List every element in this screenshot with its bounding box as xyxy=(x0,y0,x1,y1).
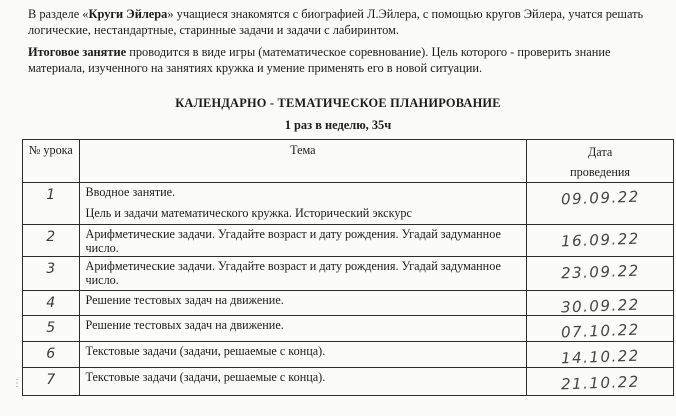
header-date-line2: проведения xyxy=(570,165,631,179)
topic-text: Текстовые задачи (задачи, решаемые с конца). xyxy=(85,370,326,384)
date-cell xyxy=(527,368,674,396)
lesson-number-cell xyxy=(23,291,80,316)
intro-paragraph-euler xyxy=(28,6,668,38)
lesson-number: 7 xyxy=(46,372,56,388)
lesson-number: 5 xyxy=(46,320,56,336)
table-row xyxy=(23,225,674,257)
table-row xyxy=(23,342,674,368)
table-header-row xyxy=(23,140,674,183)
date-cell xyxy=(527,183,674,225)
final-lesson-label: Итоговое занятие xyxy=(28,45,127,59)
date-cell xyxy=(527,257,674,291)
date-cell xyxy=(527,225,674,257)
section-name: Круги Эйлера xyxy=(88,7,168,21)
lesson-date: 30.09.22 xyxy=(560,295,640,317)
topic-text: Текстовые задачи (задачи, решаемые с конца). xyxy=(85,344,326,358)
topic-text-secondary: Цель и задачи математического кружка. Исторический экскурс xyxy=(85,206,412,220)
date-cell xyxy=(527,291,674,316)
date-cell xyxy=(527,316,674,342)
topic-cell xyxy=(79,316,527,342)
lesson-number-cell xyxy=(23,316,80,342)
final-lesson-text: проводится в виде игры (математическое соревнование). Цель которого - проверить знание материала, изученного на занятиях кружка и умение применять его в новой ситуации. xyxy=(28,45,611,75)
topic-cell xyxy=(79,291,527,316)
lesson-number: 2 xyxy=(46,229,56,245)
lesson-number: 6 xyxy=(46,346,56,362)
topic-cell xyxy=(79,368,527,396)
lesson-number-cell xyxy=(23,257,80,291)
table-row xyxy=(23,183,674,225)
header-date-line1: Дата xyxy=(587,145,613,159)
lesson-number: 3 xyxy=(46,261,56,277)
table-row xyxy=(23,368,674,396)
lesson-date: 21.10.22 xyxy=(560,372,640,394)
intro-paragraph-final-lesson xyxy=(28,44,668,76)
lesson-plan-table xyxy=(22,139,674,396)
topic-text: Решение тестовых задач на движение. xyxy=(85,293,284,307)
header-date xyxy=(527,140,674,183)
lesson-date: 09.09.22 xyxy=(560,187,640,209)
lesson-number: 4 xyxy=(46,295,56,311)
plan-title: КАЛЕНДАРНО - ТЕМАТИЧЕСКОЕ ПЛАНИРОВАНИЕ xyxy=(175,96,501,110)
topic-cell xyxy=(79,225,527,257)
table-row xyxy=(23,291,674,316)
intro-text: В разделе « xyxy=(28,7,89,21)
plan-subtitle: 1 раз в неделю, 35ч xyxy=(284,118,392,132)
lesson-number: 1 xyxy=(46,187,56,203)
header-topic: Тема xyxy=(79,140,527,183)
topic-text: Вводное занятие. xyxy=(85,185,176,199)
lesson-date: 23.09.22 xyxy=(560,261,640,283)
topic-text: Арифметические задачи. Угадайте возраст и дату рождения. Угадай задуманное число. xyxy=(85,227,501,255)
lesson-number-cell xyxy=(23,342,80,368)
topic-text: Арифметические задачи. Угадайте возраст и дату рождения. Угадай задуманное число. xyxy=(85,259,501,287)
intro-text-tail: » учащиеся знакомятся с биографией Л.Эйлера, с помощью кругов Эйлера, учатся решать логические, нестандартные, старинные задачи и задачи с лабиринтом. xyxy=(28,7,644,37)
scan-edge-mark: ⋮ xyxy=(12,378,22,389)
lesson-number-cell xyxy=(23,225,80,257)
lesson-date: 16.09.22 xyxy=(560,229,640,251)
topic-cell xyxy=(79,183,527,225)
table-row xyxy=(23,316,674,342)
header-lesson-number: № урока xyxy=(23,140,80,183)
lesson-number-cell xyxy=(23,368,80,396)
date-cell xyxy=(527,342,674,368)
lesson-number-cell xyxy=(23,183,80,225)
lesson-date: 07.10.22 xyxy=(560,320,640,342)
topic-cell xyxy=(79,342,527,368)
topic-cell xyxy=(79,257,527,291)
lesson-date: 14.10.22 xyxy=(560,346,640,368)
table-row xyxy=(23,257,674,291)
topic-text: Решение тестовых задач на движение. xyxy=(85,318,284,332)
